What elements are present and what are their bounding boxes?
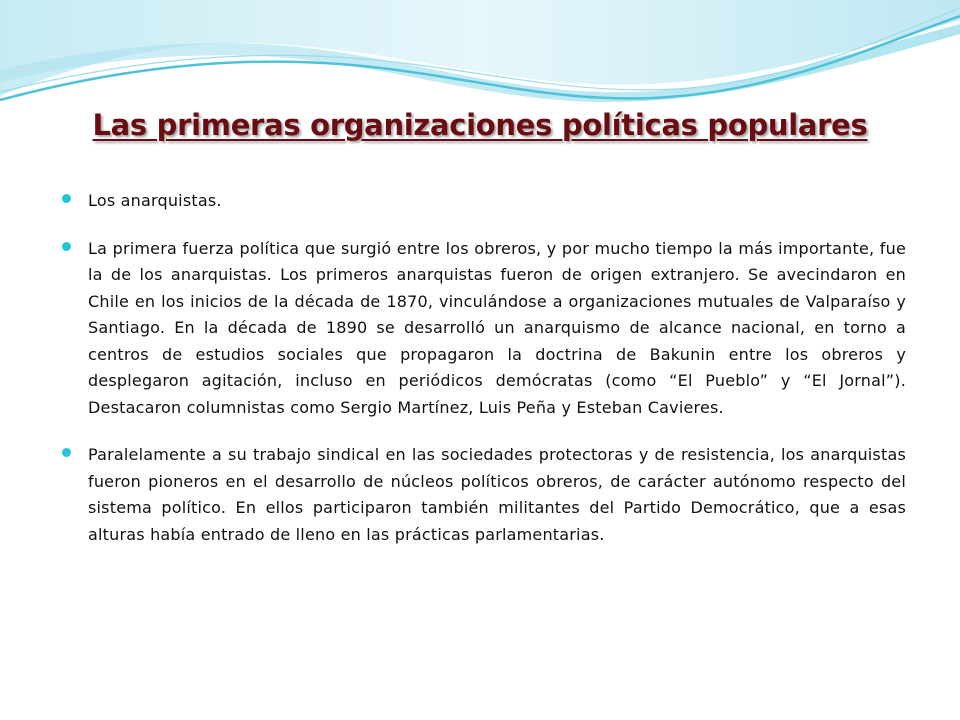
bullet-text: Los anarquistas. [88,191,222,210]
bullet-text: La primera fuerza política que surgió entre los obreros, y por mucho tiempo la más importante, fue la de los anarquistas. Los primeros anarquistas fueron de origen extranjero. Se avecindaron en Chile en los inicios de la década de 1870, vinculándose a organizaciones mutuales de Valparaíso y Santiago. En la década de 1890 se desarrolló un anarquismo de alcance nacional, en torno a centros de estudios sociales que propagaron la doctrina de Bakunin entre los obreros y desplegaron agitación, incluso en periódicos demócratas (como “El Pueblo” y “El Jornal”). Destacaron columnistas como Sergio Martínez, Luis Peña y Esteban Cavieres. [88,238,906,417]
bullet-dot-icon [62,194,71,203]
slide-body [60,188,906,569]
bullet-dot-icon [62,448,71,457]
bullet-item [60,236,906,422]
bullet-dot-icon [62,242,71,251]
bullet-item [60,442,906,548]
bullet-item [60,188,906,215]
bullet-text: Paralelamente a su trabajo sindical en las sociedades protectoras y de resistencia, los anarquistas fueron pioneros en el desarrollo de núcleos políticos obreros, de carácter autónomo respecto del sistema político. En ellos participaron también militantes del Partido Democrático, que a esas alturas había entrado de lleno en las prácticas parlamentarias. [88,445,906,544]
slide-title: Las primeras organizaciones políticas populares [92,108,868,142]
